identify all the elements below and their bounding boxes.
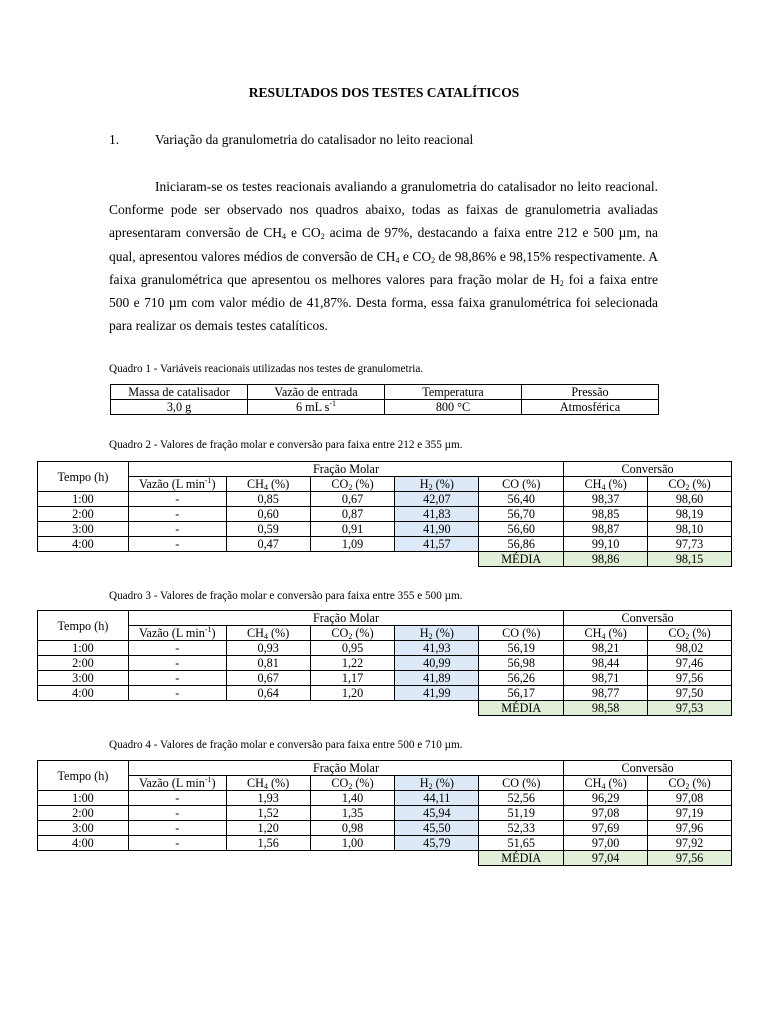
tempo-header: Tempo (h) — [38, 462, 129, 492]
empty-cell — [38, 552, 479, 567]
cell-text: (%) — [605, 477, 627, 491]
cell-text: (%) — [689, 626, 711, 640]
ch4-cell: 1,20 — [226, 821, 310, 836]
tempo-header: Tempo (h) — [38, 761, 129, 791]
ch4-cell: 1,93 — [226, 791, 310, 806]
co2-cell: 1,09 — [310, 537, 395, 552]
co-cell: 56,19 — [479, 641, 564, 656]
co-header: CO (%) — [479, 626, 564, 641]
vazao-cell: - — [128, 806, 226, 821]
cell-text: CO — [668, 477, 686, 491]
conv-co2-cell: 98,10 — [648, 522, 732, 537]
cell-text: (%) — [432, 626, 454, 640]
empty-cell — [38, 851, 479, 866]
conv-ch4-cell: 98,87 — [564, 522, 648, 537]
h2-cell: 44,11 — [395, 791, 479, 806]
table-header-row — [38, 462, 732, 477]
co-cell: 56,40 — [479, 492, 564, 507]
table-header-row — [38, 761, 732, 776]
co2-cell: 1,22 — [310, 656, 395, 671]
quadro2-table — [37, 461, 732, 567]
superscript: -1 — [204, 625, 212, 634]
ch4-header — [226, 626, 310, 641]
co-cell: 56,86 — [479, 537, 564, 552]
co-header: CO (%) — [479, 776, 564, 791]
superscript: -1 — [204, 775, 212, 784]
cell-text: H — [419, 626, 429, 640]
quadro4-table — [37, 760, 732, 866]
co2-cell: 0,95 — [310, 641, 395, 656]
quadro1-caption: Quadro 1 - Variáveis reacionais utilizadas nos testes de granulometria. — [109, 363, 424, 375]
conv-co2-cell: 97,46 — [648, 656, 732, 671]
body-paragraph — [109, 175, 658, 337]
page-title: RESULTADOS DOS TESTES CATALÍTICOS — [248, 85, 520, 100]
h2-header — [395, 477, 479, 492]
tempo-cell: 3:00 — [38, 522, 129, 537]
cell-text: (%) — [432, 776, 454, 790]
cell-text: (%) — [267, 626, 290, 640]
cell-text: CH — [247, 776, 264, 790]
conv-ch4-cell: 98,77 — [564, 686, 648, 701]
media-co2-value: 97,53 — [648, 701, 732, 716]
table-cell — [248, 400, 385, 415]
cell-text: CH — [247, 477, 264, 491]
vazao-cell: - — [128, 641, 226, 656]
cell-text: H — [419, 776, 429, 790]
h2-cell: 45,94 — [395, 806, 479, 821]
empty-cell — [38, 701, 479, 716]
vazao-cell: - — [128, 791, 226, 806]
media-co2-value: 97,56 — [648, 851, 732, 866]
conversao-header: Conversão — [564, 462, 732, 477]
subscript: 2 — [428, 632, 433, 641]
subscript: 2 — [685, 632, 690, 641]
table-subheader-row — [38, 776, 732, 791]
quadro4-caption: Quadro 4 - Valores de fração molar e conversão para faixa entre 500 e 710 µm. — [109, 739, 463, 751]
vazao-cell: - — [128, 537, 226, 552]
co2-cell: 1,40 — [310, 791, 395, 806]
conv-co2-cell: 98,19 — [648, 507, 732, 522]
cell-text: CH — [584, 626, 602, 640]
superscript: -1 — [329, 399, 337, 408]
media-row — [38, 552, 732, 567]
table-row — [38, 656, 732, 671]
cell-text: CO — [331, 776, 349, 790]
conv-ch4-cell: 97,69 — [564, 821, 648, 836]
table-header-cell: Temperatura — [385, 385, 522, 400]
h2-cell: 41,89 — [395, 671, 479, 686]
subscript: 2 — [348, 782, 353, 791]
media-ch4-value: 98,86 — [564, 552, 648, 567]
cell-text: (%) — [267, 776, 290, 790]
media-row — [38, 701, 732, 716]
conversao-header: Conversão — [564, 611, 732, 626]
conv-co2-cell: 97,08 — [648, 791, 732, 806]
table-cell: Atmosférica — [522, 400, 659, 415]
tempo-cell: 1:00 — [38, 791, 129, 806]
paragraph-text: e CO — [399, 248, 432, 264]
conv-co2-header — [648, 477, 732, 492]
media-label: MÉDIA — [479, 552, 564, 567]
conv-ch4-cell: 97,08 — [564, 806, 648, 821]
table-header-cell: Massa de catalisador — [111, 385, 248, 400]
cell-text: (%) — [352, 776, 374, 790]
conv-co2-cell: 97,96 — [648, 821, 732, 836]
co2-header — [310, 626, 395, 641]
tempo-cell: 4:00 — [38, 537, 129, 552]
subscript: 2 — [685, 782, 690, 791]
section-title: Variação da granulometria do catalisador no leito reacional — [155, 132, 474, 147]
superscript: -1 — [204, 476, 212, 485]
table-row — [38, 641, 732, 656]
media-ch4-value: 98,58 — [564, 701, 648, 716]
co-cell: 56,26 — [479, 671, 564, 686]
subscript: 2 — [559, 278, 564, 288]
cell-text: 6 mL s — [295, 400, 330, 414]
quadro2-caption: Quadro 2 - Valores de fração molar e conversão para faixa entre 212 e 355 µm. — [109, 439, 463, 451]
conv-ch4-cell: 98,37 — [564, 492, 648, 507]
h2-cell: 45,79 — [395, 836, 479, 851]
cell-text: (%) — [352, 626, 374, 640]
tempo-cell: 1:00 — [38, 492, 129, 507]
h2-cell: 41,83 — [395, 507, 479, 522]
vazao-header — [128, 626, 226, 641]
co2-cell: 1,20 — [310, 686, 395, 701]
media-label: MÉDIA — [479, 701, 564, 716]
co2-cell: 0,67 — [310, 492, 395, 507]
subscript: 2 — [685, 483, 690, 492]
media-ch4-value: 97,04 — [564, 851, 648, 866]
subscript: 2 — [348, 632, 353, 641]
table-subheader-row — [38, 477, 732, 492]
ch4-cell: 1,52 — [226, 806, 310, 821]
quadro3-caption: Quadro 3 - Valores de fração molar e conversão para faixa entre 355 e 500 µm. — [109, 590, 463, 602]
quadro3-table — [37, 610, 732, 716]
conv-co2-cell: 97,73 — [648, 537, 732, 552]
cell-text: CH — [584, 776, 602, 790]
paragraph-text: acima de 97%, destacando a faixa entre 212 e 500 µm, na qual, apresentou valores médios de conversão de CH — [109, 225, 658, 264]
subscript: 2 — [428, 782, 433, 791]
ch4-cell: 1,56 — [226, 836, 310, 851]
table-header-row — [111, 385, 659, 400]
tempo-cell: 4:00 — [38, 686, 129, 701]
tempo-cell: 4:00 — [38, 836, 129, 851]
cell-text: (%) — [267, 477, 290, 491]
paragraph-text: foi a faixa entre 500 e 710 µm com valor médio de 41,87%. Desta forma, essa faixa granulométrica foi selecionada para realizar os demais testes catalíticos. — [109, 271, 659, 334]
table-row — [38, 686, 732, 701]
ch4-cell: 0,64 — [226, 686, 310, 701]
subscript: 2 — [431, 255, 436, 265]
table-row — [38, 791, 732, 806]
vazao-cell: - — [128, 507, 226, 522]
ch4-cell: 0,85 — [226, 492, 310, 507]
ch4-cell: 0,93 — [226, 641, 310, 656]
conv-co2-header — [648, 626, 732, 641]
h2-cell: 41,90 — [395, 522, 479, 537]
table-row — [38, 836, 732, 851]
cell-text: (%) — [432, 477, 454, 491]
vazao-cell: - — [128, 522, 226, 537]
co2-cell: 1,00 — [310, 836, 395, 851]
vazao-cell: - — [128, 836, 226, 851]
conv-co2-cell: 97,92 — [648, 836, 732, 851]
cell-text: ) — [211, 626, 216, 640]
co-cell: 52,33 — [479, 821, 564, 836]
subscript: 2 — [320, 232, 325, 242]
ch4-cell: 0,67 — [226, 671, 310, 686]
media-label: MÉDIA — [479, 851, 564, 866]
tempo-cell: 3:00 — [38, 671, 129, 686]
co-cell: 56,17 — [479, 686, 564, 701]
ch4-header — [226, 776, 310, 791]
cell-text: (%) — [689, 776, 711, 790]
cell-text: CO — [668, 626, 686, 640]
vazao-cell: - — [128, 821, 226, 836]
co-cell: 56,60 — [479, 522, 564, 537]
media-row — [38, 851, 732, 866]
conv-co2-cell: 98,02 — [648, 641, 732, 656]
fracao-molar-header: Fração Molar — [128, 761, 563, 776]
table-cell: 800 °C — [385, 400, 522, 415]
table-row — [38, 806, 732, 821]
subscript: 4 — [263, 782, 268, 791]
table-row — [111, 400, 659, 415]
cell-text: CH — [247, 626, 264, 640]
conv-ch4-cell: 98,21 — [564, 641, 648, 656]
conv-ch4-header — [564, 626, 648, 641]
conv-ch4-cell: 98,71 — [564, 671, 648, 686]
subscript: 2 — [348, 483, 353, 492]
vazao-header — [128, 776, 226, 791]
conv-ch4-header — [564, 477, 648, 492]
co-cell: 56,70 — [479, 507, 564, 522]
table-row — [38, 522, 732, 537]
table-row — [38, 492, 732, 507]
cell-text: Vazão (L min — [138, 626, 205, 640]
conv-ch4-cell: 99,10 — [564, 537, 648, 552]
co-cell: 51,19 — [479, 806, 564, 821]
conv-ch4-cell: 97,00 — [564, 836, 648, 851]
conv-ch4-cell: 98,85 — [564, 507, 648, 522]
h2-cell: 41,99 — [395, 686, 479, 701]
conv-co2-cell: 98,60 — [648, 492, 732, 507]
tempo-cell: 2:00 — [38, 806, 129, 821]
table-header-row — [38, 611, 732, 626]
ch4-cell: 0,59 — [226, 522, 310, 537]
subscript: 2 — [428, 483, 433, 492]
co2-cell: 0,98 — [310, 821, 395, 836]
co-cell: 51,65 — [479, 836, 564, 851]
fracao-molar-header: Fração Molar — [128, 611, 563, 626]
co-cell: 56,98 — [479, 656, 564, 671]
subscript: 4 — [601, 632, 606, 641]
subscript: 4 — [263, 632, 268, 641]
vazao-cell: - — [128, 671, 226, 686]
cell-text: ) — [211, 477, 216, 491]
co-cell: 52,56 — [479, 791, 564, 806]
vazao-cell: - — [128, 656, 226, 671]
h2-cell: 41,93 — [395, 641, 479, 656]
h2-cell: 40,99 — [395, 656, 479, 671]
tempo-cell: 2:00 — [38, 507, 129, 522]
conv-co2-header — [648, 776, 732, 791]
table-row — [38, 671, 732, 686]
cell-text: (%) — [605, 776, 627, 790]
table-row — [38, 537, 732, 552]
tempo-cell: 1:00 — [38, 641, 129, 656]
fracao-molar-header: Fração Molar — [128, 462, 563, 477]
conv-co2-cell: 97,50 — [648, 686, 732, 701]
media-co2-value: 98,15 — [648, 552, 732, 567]
cell-text: H — [419, 477, 429, 491]
ch4-header — [226, 477, 310, 492]
subscript: 4 — [263, 483, 268, 492]
ch4-cell: 0,47 — [226, 537, 310, 552]
vazao-cell: - — [128, 686, 226, 701]
co2-cell: 0,91 — [310, 522, 395, 537]
h2-header — [395, 626, 479, 641]
subscript: 4 — [601, 782, 606, 791]
cell-text: Vazão (L min — [138, 776, 205, 790]
cell-text: CO — [668, 776, 686, 790]
conv-co2-cell: 97,19 — [648, 806, 732, 821]
tempo-header: Tempo (h) — [38, 611, 129, 641]
table-row — [38, 821, 732, 836]
ch4-cell: 0,81 — [226, 656, 310, 671]
cell-text: (%) — [689, 477, 711, 491]
subscript: 4 — [601, 483, 606, 492]
cell-text: CO — [331, 626, 349, 640]
quadro1-table — [110, 384, 659, 415]
cell-text: (%) — [605, 626, 627, 640]
co2-cell: 1,35 — [310, 806, 395, 821]
conv-ch4-cell: 96,29 — [564, 791, 648, 806]
h2-cell: 41,57 — [395, 537, 479, 552]
h2-cell: 45,50 — [395, 821, 479, 836]
conv-ch4-cell: 98,44 — [564, 656, 648, 671]
table-header-cell: Vazão de entrada — [248, 385, 385, 400]
co2-cell: 0,87 — [310, 507, 395, 522]
cell-text: CH — [584, 477, 602, 491]
tempo-cell: 3:00 — [38, 821, 129, 836]
h2-cell: 42,07 — [395, 492, 479, 507]
co2-header — [310, 477, 395, 492]
co2-header — [310, 776, 395, 791]
conv-co2-cell: 97,56 — [648, 671, 732, 686]
vazao-header — [128, 477, 226, 492]
cell-text: CO — [331, 477, 349, 491]
subscript: 4 — [282, 232, 287, 242]
table-row — [38, 507, 732, 522]
tempo-cell: 2:00 — [38, 656, 129, 671]
table-cell: 3,0 g — [111, 400, 248, 415]
conversao-header: Conversão — [564, 761, 732, 776]
paragraph-text: Iniciaram-se os testes reacionais avaliando a granulometria do catalisador no leito reacional. Conforme pode ser observado nos quadros abaixo, todas as faixas de granulometria avaliadas apresentaram conversão de CH — [109, 179, 658, 241]
co-header: CO (%) — [479, 477, 564, 492]
conv-ch4-header — [564, 776, 648, 791]
section-number: 1. — [109, 132, 120, 147]
cell-text: ) — [211, 776, 216, 790]
cell-text: Vazão (L min — [138, 477, 205, 491]
ch4-cell: 0,60 — [226, 507, 310, 522]
vazao-cell: - — [128, 492, 226, 507]
subscript: 4 — [395, 255, 400, 265]
section-heading — [109, 132, 473, 148]
h2-header — [395, 776, 479, 791]
cell-text: (%) — [352, 477, 374, 491]
co2-cell: 1,17 — [310, 671, 395, 686]
table-subheader-row — [38, 626, 732, 641]
paragraph-text: e CO — [286, 225, 321, 241]
paragraph-text: de 98,86% e 98,15% respectivamente. A faixa granulométrica que apresentou os melhores valores para fração molar de H — [109, 248, 658, 287]
table-header-cell: Pressão — [522, 385, 659, 400]
